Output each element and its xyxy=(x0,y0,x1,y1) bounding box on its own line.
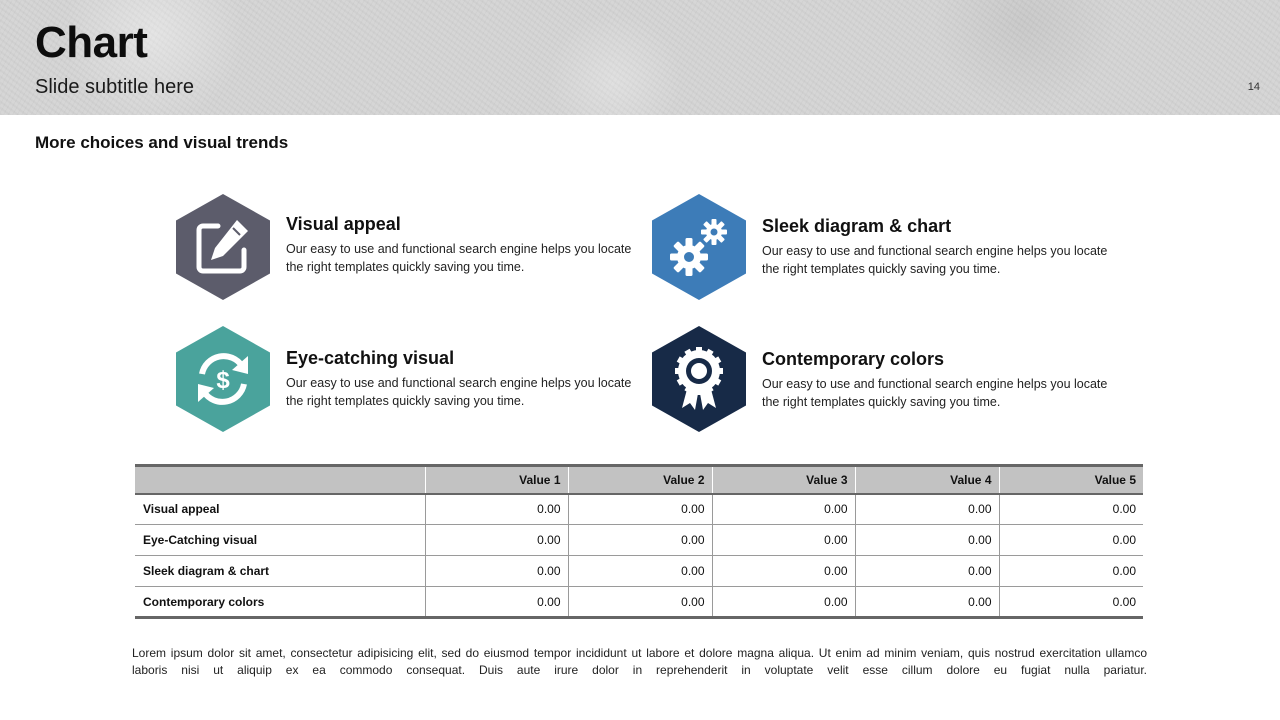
table-cell: 0.00 xyxy=(712,556,855,587)
table-row xyxy=(135,556,1143,587)
page-number: 14 xyxy=(1247,81,1260,93)
table-header-cell: Value 4 xyxy=(855,466,999,494)
table-header-cell: Value 5 xyxy=(999,466,1143,494)
table-row-label: Eye-Catching visual xyxy=(135,525,425,556)
table-header-cell: Value 3 xyxy=(712,466,855,494)
table-cell: 0.00 xyxy=(855,587,999,618)
section-heading: More choices and visual trends xyxy=(35,133,289,152)
table-header-cell xyxy=(135,466,425,494)
table-cell: 0.00 xyxy=(425,556,568,587)
feature-description: Our easy to use and functional search engine helps you locate the right templates quickly saving you time. xyxy=(286,376,632,408)
table-cell: 0.00 xyxy=(568,587,712,618)
feature-visual-appeal xyxy=(176,194,646,302)
gears-icon xyxy=(652,194,746,300)
table-row xyxy=(135,587,1143,618)
award-ribbon-icon xyxy=(652,326,746,432)
table-cell: 0.00 xyxy=(855,525,999,556)
table-cell: 0.00 xyxy=(999,525,1143,556)
values-table xyxy=(135,464,1143,619)
feature-description: Our easy to use and functional search engine helps you locate the right templates quickly saving you time. xyxy=(762,244,1108,276)
feature-title: Contemporary colors xyxy=(762,349,945,369)
feature-eye-catching xyxy=(176,326,646,434)
table-cell: 0.00 xyxy=(712,587,855,618)
table-cell: 0.00 xyxy=(425,525,568,556)
table-cell: 0.00 xyxy=(712,525,855,556)
table-row-label: Visual appeal xyxy=(135,494,425,525)
slide-subtitle: Slide subtitle here xyxy=(35,76,194,98)
table-row xyxy=(135,494,1143,525)
table-cell: 0.00 xyxy=(568,525,712,556)
table-cell: 0.00 xyxy=(712,494,855,525)
edit-icon xyxy=(176,194,270,300)
feature-title: Visual appeal xyxy=(286,214,401,234)
slide-title: Chart xyxy=(35,18,148,67)
table-cell: 0.00 xyxy=(999,494,1143,525)
feature-title: Sleek diagram & chart xyxy=(762,216,952,236)
table-cell: 0.00 xyxy=(999,587,1143,618)
table-row-label: Contemporary colors xyxy=(135,587,425,618)
feature-title: Eye-catching visual xyxy=(286,348,455,368)
footer-paragraph: Lorem ipsum dolor sit amet, consectetur adipisicing elit, sed do eiusmod tempor incididunt ut labore et dolore magna aliqua. Ut enim ad minim veniam, quis nostrud exercitation ullamco laboris nisi ut aliquip ex ea commodo consequat. Duis aute irure dolor in reprehenderit in voluptate velit esse cillum dolore eu fugiat nulla pariatur. xyxy=(132,646,1147,677)
feature-description: Our easy to use and functional search engine helps you locate the right templates quickly saving you time. xyxy=(286,242,632,274)
feature-contemporary-colors xyxy=(652,326,1122,434)
slide-header xyxy=(0,0,1280,115)
dollar-refresh-icon xyxy=(176,326,270,432)
table-cell: 0.00 xyxy=(855,494,999,525)
feature-sleek-diagram xyxy=(652,194,1122,302)
table-header-cell: Value 2 xyxy=(568,466,712,494)
table-row xyxy=(135,525,1143,556)
table-cell: 0.00 xyxy=(999,556,1143,587)
table-cell: 0.00 xyxy=(855,556,999,587)
table-cell: 0.00 xyxy=(425,494,568,525)
table-cell: 0.00 xyxy=(425,587,568,618)
table-header-cell: Value 1 xyxy=(425,466,568,494)
table-row-label: Sleek diagram & chart xyxy=(135,556,425,587)
table-cell: 0.00 xyxy=(568,494,712,525)
table-cell: 0.00 xyxy=(568,556,712,587)
table-header-row xyxy=(135,466,1143,494)
svg-text:$: $ xyxy=(216,367,230,394)
feature-description: Our easy to use and functional search engine helps you locate the right templates quickly saving you time. xyxy=(762,377,1108,409)
